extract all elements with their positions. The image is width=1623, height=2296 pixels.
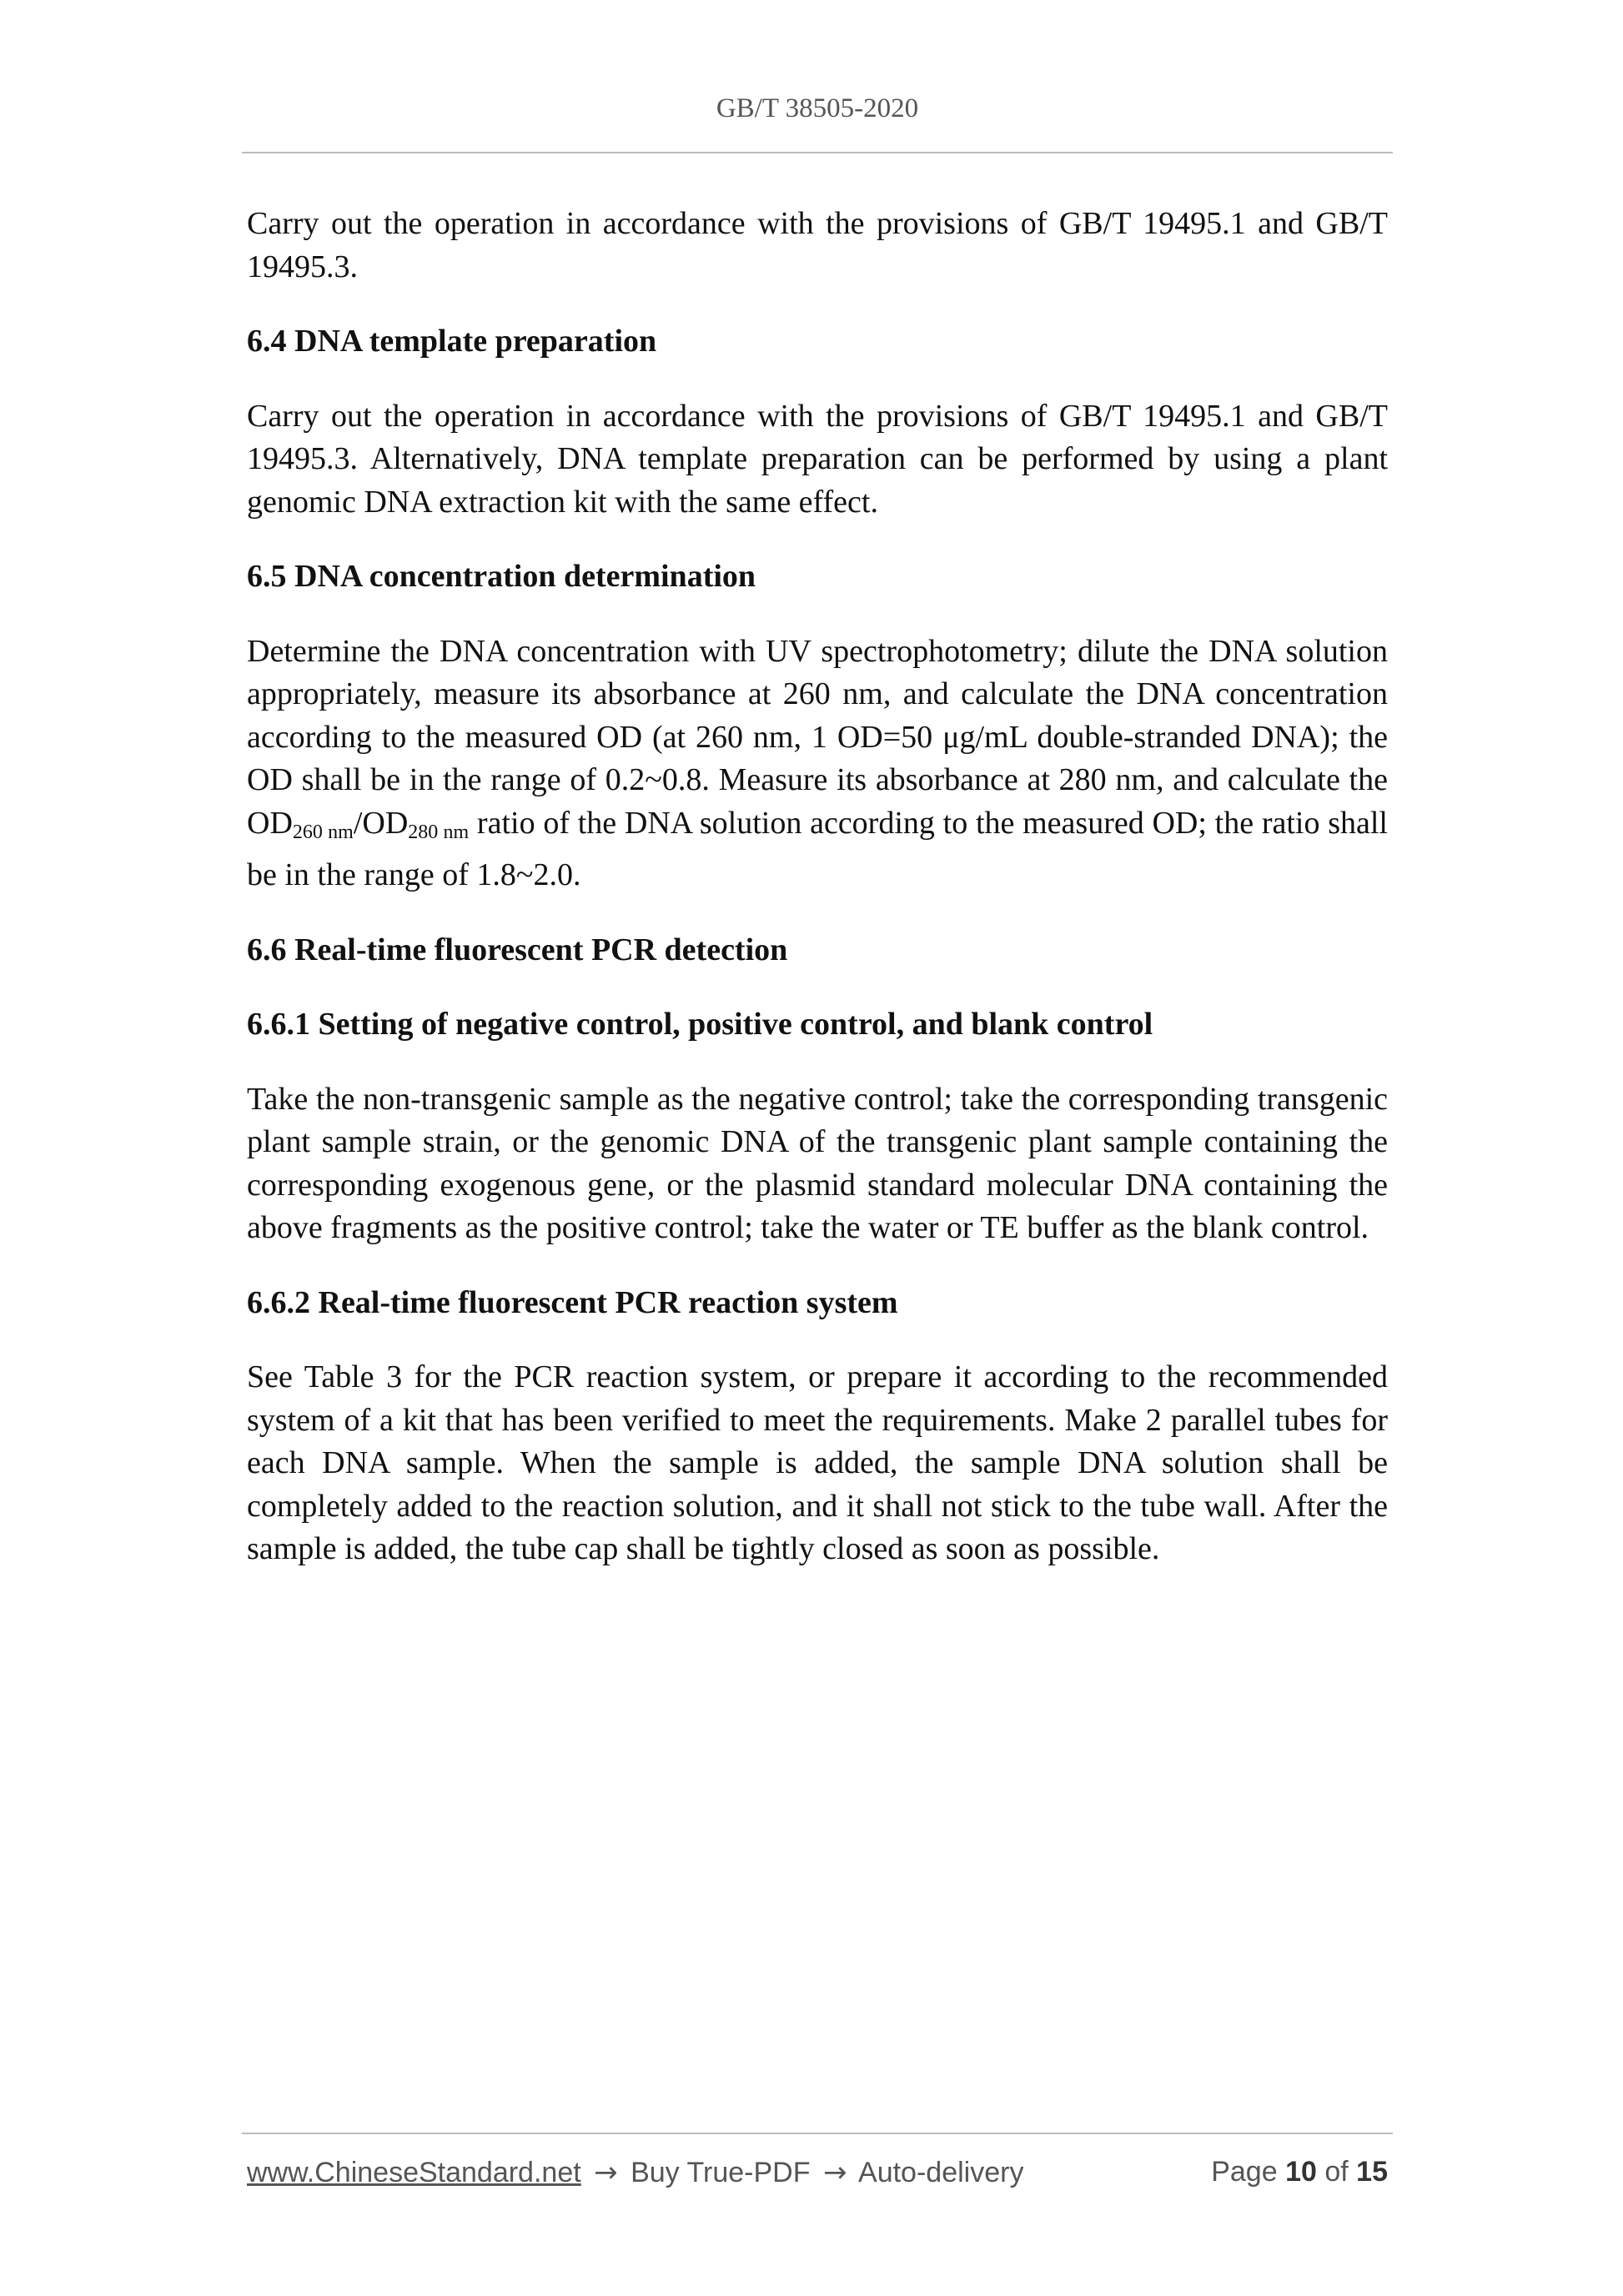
- section-6-4-paragraph: Carry out the operation in accordance with the provisions of GB/T 19495.1 and GB/T 19495.3. Alternatively, DNA template preparation can be performed by using a plant genomic DNA extraction kit with the same effect.: [247, 398, 1388, 520]
- section-6-6-2-paragraph: See Table 3 for the PCR reaction system, or prepare it according to the recommended system of a kit that has been verified to meet the requirements. Make 2 parallel tubes for each DNA sample. When the sample is added, the sample DNA solution shall be completely added to the reaction solution, and it shall not stick to the tube wall. After the sample is added, the tube cap shall be tightly closed as soon as possible.: [247, 1359, 1388, 1566]
- section-6-4-heading: 6.4 DNA template preparation: [247, 324, 657, 359]
- section-6-5-text-part1: Determine the DNA concentration with UV spectrophotometry; dilute the DNA solution appropriately, measure its absorbance at 260 nm, and calculate the DNA concentration according to the measured OD (at 260 nm, 1 OD=50 μg/mL double-stranded DNA); the OD shall be in the range of 0.2~0.8. Measure its absorbance at 280 nm, and calculate the OD: [247, 633, 1388, 841]
- page-indicator: [1211, 2156, 1388, 2188]
- page-header: GB/T 38505-2020: [716, 93, 919, 123]
- section-6-6-heading: 6.6 Real-time fluorescent PCR detection: [247, 932, 788, 967]
- footer-divider: [242, 2133, 1393, 2134]
- od260-subscript: 260 nm: [292, 821, 354, 843]
- section-6-5-text-part2: /OD: [353, 805, 409, 841]
- intro-paragraph: Carry out the operation in accordance with the provisions of GB/T 19495.1 and GB/T 19495.3.: [247, 206, 1388, 284]
- header-divider: [242, 152, 1393, 153]
- of-label: of: [1324, 2156, 1349, 2188]
- chinese-standard-link[interactable]: www.ChineseStandard.net: [247, 2157, 581, 2188]
- section-6-6-1-heading: 6.6.1 Setting of negative control, positive control, and blank control: [247, 1007, 1153, 1042]
- section-6-5-paragraph: [247, 631, 1388, 897]
- section-6-5-text-part3: ratio of the DNA solution according to the measured OD; the ratio shall be in the range of 1.8~2.0.: [247, 805, 1388, 892]
- page-label: Page: [1211, 2156, 1278, 2188]
- arrow-right-icon: →: [594, 2156, 618, 2189]
- auto-delivery-label: Auto-delivery: [858, 2157, 1024, 2188]
- footer-promo: [247, 2156, 1023, 2189]
- page-footer: [247, 2156, 1388, 2194]
- document-body: [247, 203, 1388, 1603]
- section-6-6-2-heading: 6.6.2 Real-time fluorescent PCR reaction system: [247, 1284, 898, 1320]
- page-number: 10: [1285, 2156, 1317, 2188]
- section-6-5-heading: 6.5 DNA concentration determination: [247, 559, 756, 594]
- section-6-6-1-paragraph: Take the non-transgenic sample as the negative control; take the corresponding transgenic plant sample strain, or the genomic DNA of the transgenic plant sample containing the corresponding exogenous gene, or the plasmid standard molecular DNA containing the above fragments as the positive control; take the water or TE buffer as the blank control.: [247, 1081, 1388, 1245]
- od280-subscript: 280 nm: [408, 821, 470, 843]
- page-total: 15: [1356, 2156, 1388, 2188]
- buy-true-pdf-label: Buy True-PDF: [631, 2157, 811, 2188]
- arrow-right-icon: →: [822, 2156, 847, 2189]
